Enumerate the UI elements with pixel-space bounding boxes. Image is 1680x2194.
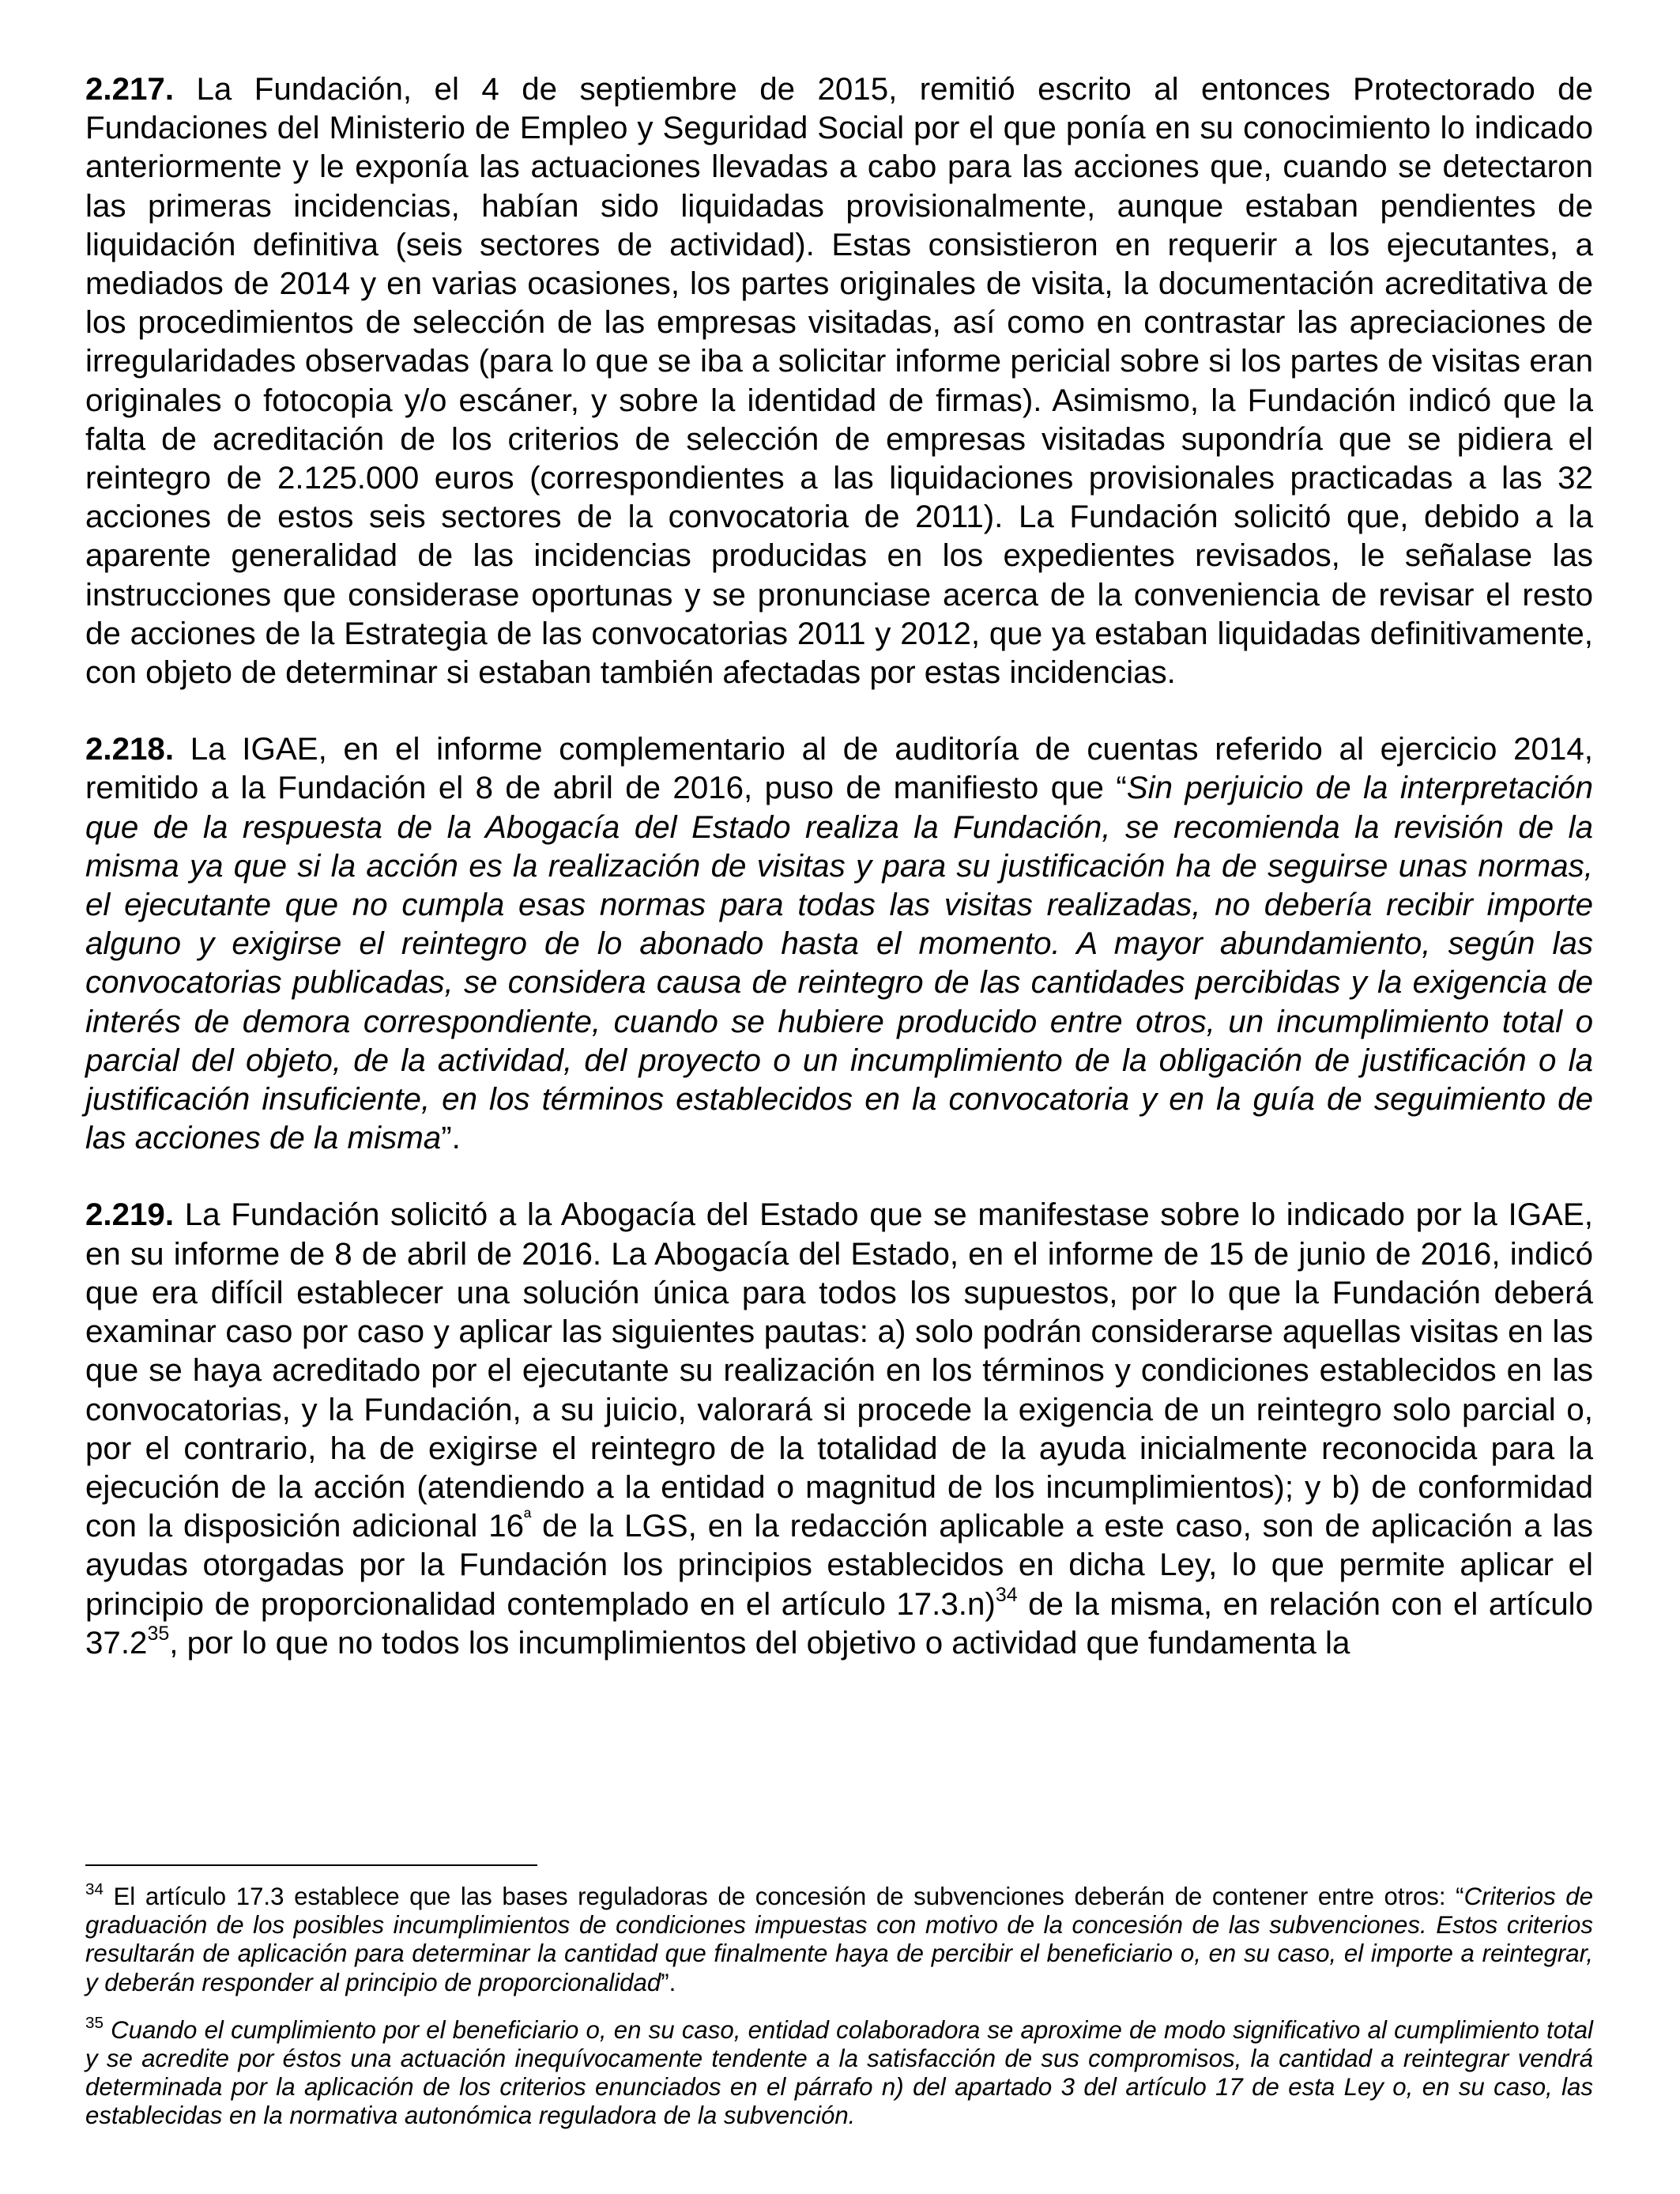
paragraph-text: La IGAE, en el informe complementario al de auditoría de cuentas referido al ejercicio 2014, remitido a la Fundación el 8 de abril de 2016, puso de manifiesto que “ <box>85 731 1593 806</box>
footnote-ref-35[interactable]: 35 <box>147 1623 170 1646</box>
paragraph-2-219 <box>85 1195 1593 1661</box>
footnote-quote: Criterios de graduación de los posibles incumplimientos de condiciones impuestas con motivo de la concesión de las subvenciones. Estos criterios resultarán de aplicación para determinar la cantidad que finalmente haya de percibir el beneficiario o, en su caso, el importe a reintegrar, y deberán responder al principio de proporcionalidad <box>85 1883 1593 1996</box>
paragraph-text: de la LGS, en la redacción aplicable a este caso, son de aplicación a las ayudas otorgadas por la Fundación los principios establecidos en dicha Ley, lo que permite aplicar el principio de proporcionalidad contemplado en el artículo 17.3.n) <box>85 1508 1593 1622</box>
footnote-marker: 35 <box>85 2013 104 2032</box>
paragraph-number: 2.218. <box>85 731 175 767</box>
footnote-quote: Cuando el cumplimiento por el beneficiario o, en su caso, entidad colaboradora se aproxime de modo significativo al cumplimiento total y se acredite por éstos una actuación inequívocamente tendente a la satisfacción de sus compromisos, la cantidad a reintegrar vendrá determinada por la aplicación de los criterios enunciados en el párrafo n) del apartado 3 del artículo 17 de esta Ley o, en su caso, las establecidas en la normativa autonómica reguladora de la subvención. <box>85 2015 1593 2130</box>
footnote-ref-34[interactable]: 34 <box>995 1584 1018 1607</box>
igae-quote: Sin perjuicio de la interpretación que de la respuesta de la Abogacía del Estado realiza la Fundación, se recomienda la revisión de la misma ya que si la acción es la realización de visitas y para su justificación ha de seguirse unas normas, el ejecutante que no cumpla esas normas para todas las visitas realizadas, no debería recibir importe alguno y exigirse el reintegro de lo abonado hasta el momento. A mayor abundamiento, según las convocatorias publicadas, se considera causa de reintegro de las cantidades percibidas y la exigencia de interés de demora correspondiente, cuando se hubiere producido entre otros, un incumplimiento total o parcial del objeto, de la actividad, del proyecto o un incumplimiento de la obligación de justificación o la justificación insuficiente, en los términos establecidos en la convocatoria y en la guía de seguimiento de las acciones de la misma <box>85 770 1593 1156</box>
paragraph-text: La Fundación solicitó a la Abogacía del Estado que se manifestase sobre lo indicado por la IGAE, en su informe de 8 de abril de 2016. La Abogacía del Estado, en el informe de 15 de junio de 2016, indicó que era difícil establecer una solución única para todos los supuestos, por lo que la Fundación deberá examinar caso por caso y aplicar las siguientes pautas: a) solo podrán considerarse aquellas visitas en las que se haya acreditado por el ejecutante su realización en los términos y condiciones establecidos en las convocatorias, y la Fundación, a su juicio, valorará si procede la exigencia de un reintegro solo parcial o, por el contrario, ha de exigirse el reintegro de la totalidad de la ayuda inicialmente reconocida para la ejecución de la acción (atendiendo a la entidad o magnitud de los incumplimientos); y b) de conformidad con la disposición adicional 16 <box>85 1197 1593 1544</box>
paragraph-number: 2.219. <box>85 1197 175 1233</box>
footnote-34 <box>85 1879 1593 1997</box>
paragraph-2-218 <box>85 729 1593 1157</box>
paragraph-text: de la misma, en relación con el artículo 37.2 <box>85 1585 1593 1661</box>
footnote-marker: 34 <box>85 1879 104 1898</box>
paragraph-number: 2.217. <box>85 71 175 107</box>
footnote-separator <box>85 1864 537 1866</box>
paragraph-text: , por lo que no todos los incumplimientos del objetivo o actividad que fundamenta la <box>169 1624 1350 1661</box>
footnotes <box>85 1879 1593 2150</box>
paragraph-text-end: ”. <box>441 1120 461 1156</box>
footnote-35 <box>85 2013 1593 2131</box>
ordinal-superscript: ª <box>524 1506 532 1529</box>
paragraph-2-217 <box>85 70 1593 692</box>
footnote-text: El artículo 17.3 establece que las bases reguladoras de concesión de subvenciones deberán de contener entre otros: “ <box>103 1883 1464 1910</box>
document-body <box>85 70 1593 1700</box>
paragraph-text: La Fundación, el 4 de septiembre de 2015, remitió escrito al entonces Protectorado de Fundaciones del Ministerio de Empleo y Seguridad Social por el que ponía en su conocimiento lo indicado anteriormente y le exponía las actuaciones llevadas a cabo para las acciones que, cuando se detectaron las primeras incidencias, habían sido liquidadas provisionalmente, aunque estaban pendientes de liquidación definitiva (seis sectores de actividad). Estas consistieron en requerir a los ejecutantes, a mediados de 2014 y en varias ocasiones, los partes originales de visita, la documentación acreditativa de los procedimientos de selección de las empresas visitadas, así como en contrastar las apreciaciones de irregularidades observadas (para lo que se iba a solicitar informe pericial sobre si los partes de visitas eran originales o fotocopia y/o escáner, y sobre la identidad de firmas). Asimismo, la Fundación indicó que la falta de acreditación de los criterios de selección de empresas visitadas supondría que se pidiera el reintegro de 2.125.000 euros (correspondientes a las liquidaciones provisionales practicadas a las 32 acciones de estos seis sectores de la convocatoria de 2011). La Fundación solicitó que, debido a la aparente generalidad de las incidencias producidas en los expedientes revisados, le señalase las instrucciones que considerase oportunas y se pronunciase acerca de la conveniencia de revisar el resto de acciones de la Estrategia de las convocatorias 2011 y 2012, que ya estaban liquidadas definitivamente, con objeto de determinar si estaban también afectadas por estas incidencias. <box>85 71 1593 691</box>
footnote-text-end: ”. <box>661 1968 676 1996</box>
